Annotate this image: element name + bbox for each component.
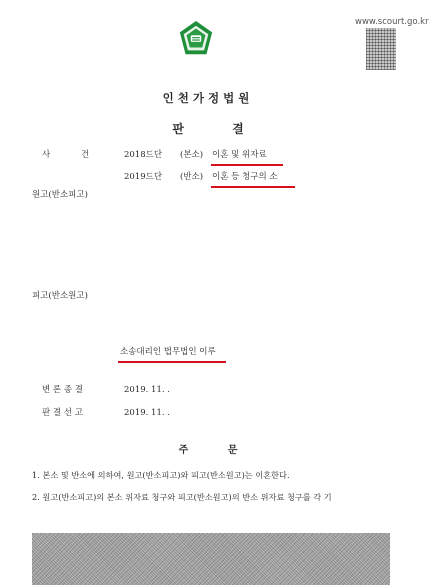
defendant-label: 피고(반소원고) bbox=[32, 291, 88, 301]
plaintiff-label: 원고(반소피고) bbox=[32, 190, 88, 200]
representative-underline bbox=[118, 361, 226, 363]
case-number: 2018드단 bbox=[124, 150, 163, 160]
order-item: 2. 원고(반소피고)의 본소 위자료 청구와 피고(반소원고)의 반소 위자료 청구를 각 기 bbox=[32, 492, 332, 502]
representative-text: 소송대리인 법무법인 이루 bbox=[120, 347, 216, 357]
case-label: 사 건 bbox=[42, 150, 104, 160]
case-title: 이혼 및 위자료 bbox=[212, 150, 267, 160]
order-item: 1. 본소 및 반소에 의하여, 원고(반소피고)와 피고(반소원고)는 이혼한다. bbox=[32, 470, 290, 480]
qr-code-icon bbox=[366, 28, 396, 70]
order-title: 주 문 bbox=[178, 445, 256, 456]
case-role: (본소) bbox=[180, 150, 204, 160]
site-url: www.scourt.go.kr bbox=[355, 17, 429, 27]
ruling-date-label: 판 결 선 고 bbox=[42, 408, 83, 418]
closing-date-value: 2019. 11. . bbox=[124, 385, 170, 395]
court-name: 인천가정법원 bbox=[162, 91, 254, 105]
redacted-watermark-band bbox=[32, 533, 390, 585]
document-title: 판 결 bbox=[172, 122, 266, 136]
closing-date-label: 변 론 종 결 bbox=[42, 385, 83, 395]
court-emblem-icon bbox=[177, 20, 215, 58]
case-title-underline bbox=[211, 186, 295, 188]
case-title-underline bbox=[211, 164, 283, 166]
case-role: (반소) bbox=[180, 172, 204, 182]
case-number: 2019드단 bbox=[124, 172, 163, 182]
case-title: 이혼 등 청구의 소 bbox=[212, 172, 278, 182]
ruling-date-value: 2019. 11. . bbox=[124, 408, 170, 418]
